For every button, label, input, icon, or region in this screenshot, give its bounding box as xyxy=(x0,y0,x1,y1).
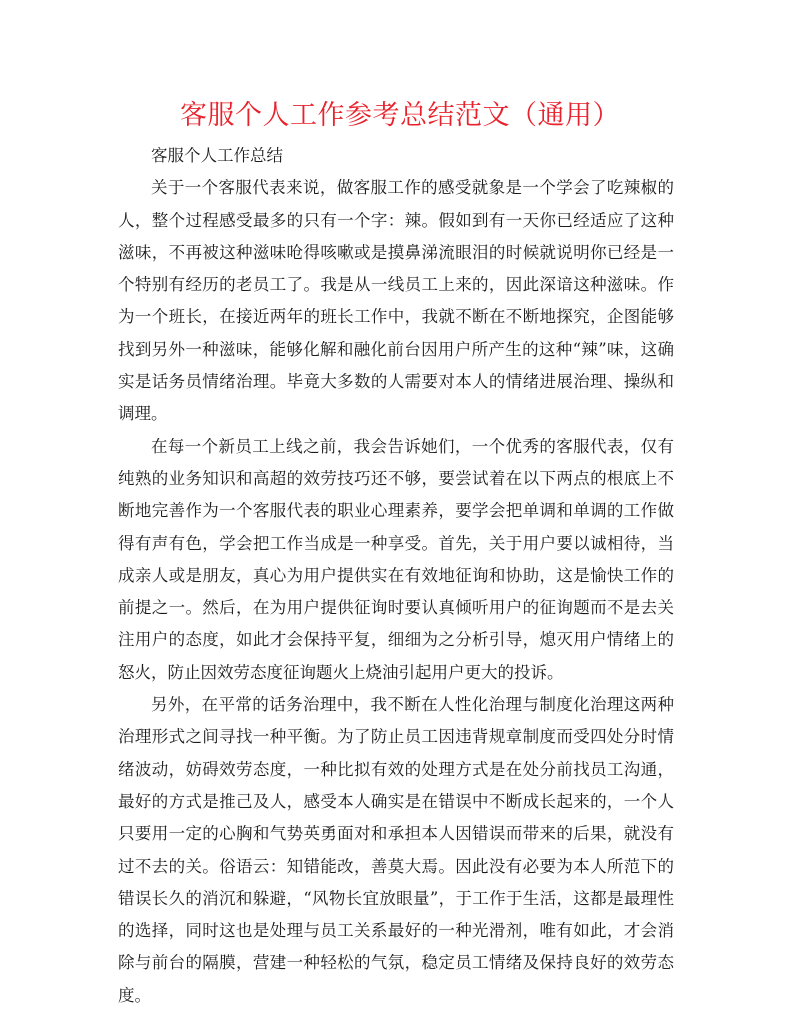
document-body xyxy=(118,140,674,1012)
body-paragraph-2: 在每一个新员工上线之前，我会告诉她们，一个优秀的客服代表，仅有纯熟的业务知识和高超的效劳技巧还不够，要尝试着在以下两点的根底上不断地完善作为一个客服代表的职业心理素养，要学会把单调和单调的工作做得有声有色，学会把工作当成是一种享受。首先，关于用户要以诚相待，当成亲人或是朋友，真心为用户提供实在有效地征询和协助，这是愉快工作的前提之一。然后，在为用户提供征询时要认真倾听用户的征询题而不是去关注用户的态度，如此才会保持平复，细细为之分析引导，熄灭用户情绪上的怒火，防止因效劳态度征询题火上烧油引起用户更大的投诉。 xyxy=(118,436,674,682)
body-paragraph-1: 关于一个客服代表来说，做客服工作的感受就象是一个学会了吃辣椒的人，整个过程感受最多的只有一个字：辣。假如到有一天你已经适应了这种滋味，不再被这种滋味呛得咳嗽或是摸鼻涕流眼泪的时候就说明你已经是一个特别有经历的老员工了。我是从一线员工上来的，因此深谙这种滋味。作为一个班长，在接近两年的班长工作中，我就不断在不断地探究，企图能够找到另外一种滋味，能够化解和融化前台因用户所产生的这种“辣”味，这确实是话务员情绪治理。毕竟大多数的人需要对本人的情绪进展治理、操纵和调理。 xyxy=(118,178,674,424)
document-title: 客服个人工作参考总结范文（通用） xyxy=(180,100,620,131)
document-subtitle: 客服个人工作总结 xyxy=(151,146,283,165)
body-paragraph-3: 另外，在平常的话务治理中，我不断在人性化治理与制度化治理这两种治理形式之间寻找一种平衡。为了防止员工因违背规章制度而受四处分时情绪波动，妨碍效劳态度，一种比拟有效的处理方式是在处分前找员工沟通，最好的方式是推己及人，感受本人确实是在错误中不断成长起来的，一个人只要用一定的心胸和气势英勇面对和承担本人因错误而带来的后果，就没有过不去的关。俗语云：知错能改，善莫大焉。因此没有必要为本人所范下的错误长久的消沉和躲避，“风物长宜放眼量”，于工作于生活，这都是最理性的选择，同时这也是处理与员工关系最好的一种光滑剂，唯有如此，才会消除与前台的隔膜，营建一种轻松的气氛，稳定员工情绪及保持良好的效劳态度。 xyxy=(118,695,674,1005)
